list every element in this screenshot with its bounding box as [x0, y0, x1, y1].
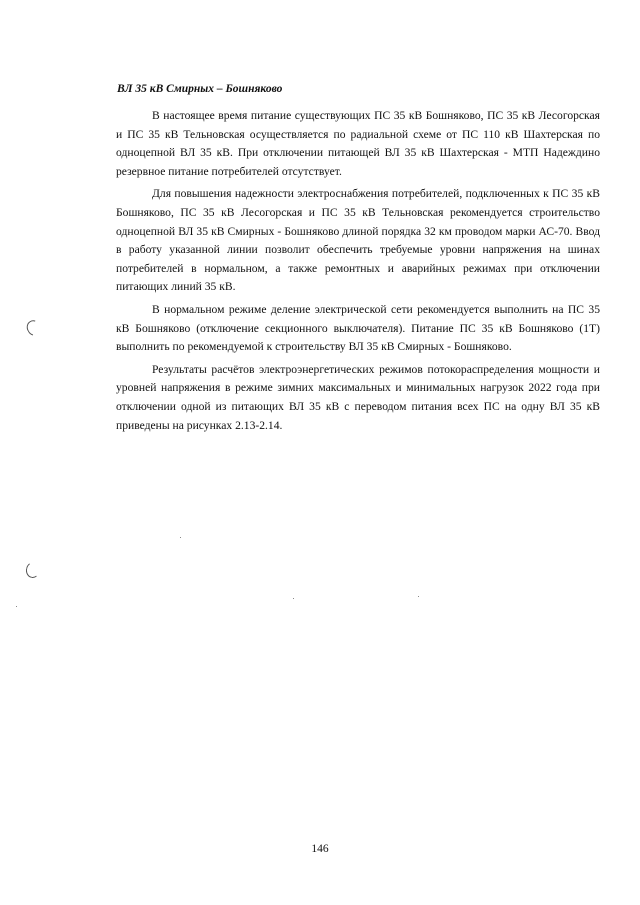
paragraph-reliability-recommendation [116, 185, 600, 297]
paragraph-4-text: Результаты расчётов электроэнергетических режимов потокораспределения мощности и уровней напряжения в режиме зимних максимальных и минимальных нагрузок 2022 года при отключении одной из питающих ВЛ 35 кВ с переводом питания всех ПС на одну ВЛ 35 кВ приведены на рисунках 2.13-2.14. [116, 362, 600, 432]
binder-hole-mark [24, 318, 44, 339]
section-title: ВЛ 35 кВ Смирных – Бошняково [117, 83, 283, 95]
page-number: 146 [311, 843, 329, 855]
document-body [116, 107, 600, 439]
paragraph-2-text: Для повышения надежности электроснабжения потребителей, подключенных к ПС 35 кВ Бошняково, ПС 35 кВ Лесогорская и ПС 35 кВ Тельновская рекомендуется строительство одноцепной ВЛ 35 кВ Смирных - Бошняково длиной порядка 32 км проводом марки АС-70. Ввод в работу указанной линии позволит обеспечить требуемые уровни напряжения на шинах потребителей в нормальном, а также ремонтных и аварийных режимах при отключении питающих линий 35 кВ. [116, 187, 600, 294]
binder-hole-mark [25, 561, 42, 579]
paragraph-3-text: В нормальном режиме деление электрической сети рекомендуется выполнить на ПС 35 кВ Бошняково (отключение секционного выключателя). Питание ПС 35 кВ Бошняково (1Т) выполнить по рекомендуемой к строительству ВЛ 35 кВ Смирных - Бошняково. [116, 302, 600, 354]
scan-speck [418, 596, 419, 597]
paragraph-normal-mode [116, 301, 600, 357]
scan-speck [293, 598, 294, 599]
paragraph-calculation-results [116, 361, 600, 435]
paragraph-1-text: В настоящее время питание существующих ПС 35 кВ Бошняково, ПС 35 кВ Лесогорская и ПС 35 кВ Тельновская осуществляется по радиальной схеме от ПС 110 кВ Шахтерская по одноцепной ВЛ 35 кВ. При отключении питающей ВЛ 35 кВ Шахтерская - МТП Надеждино резервное питание потребителей отсутствует. [116, 109, 600, 178]
paragraph-current-supply [116, 107, 600, 181]
scan-speck [180, 537, 181, 538]
scan-speck [16, 606, 17, 607]
